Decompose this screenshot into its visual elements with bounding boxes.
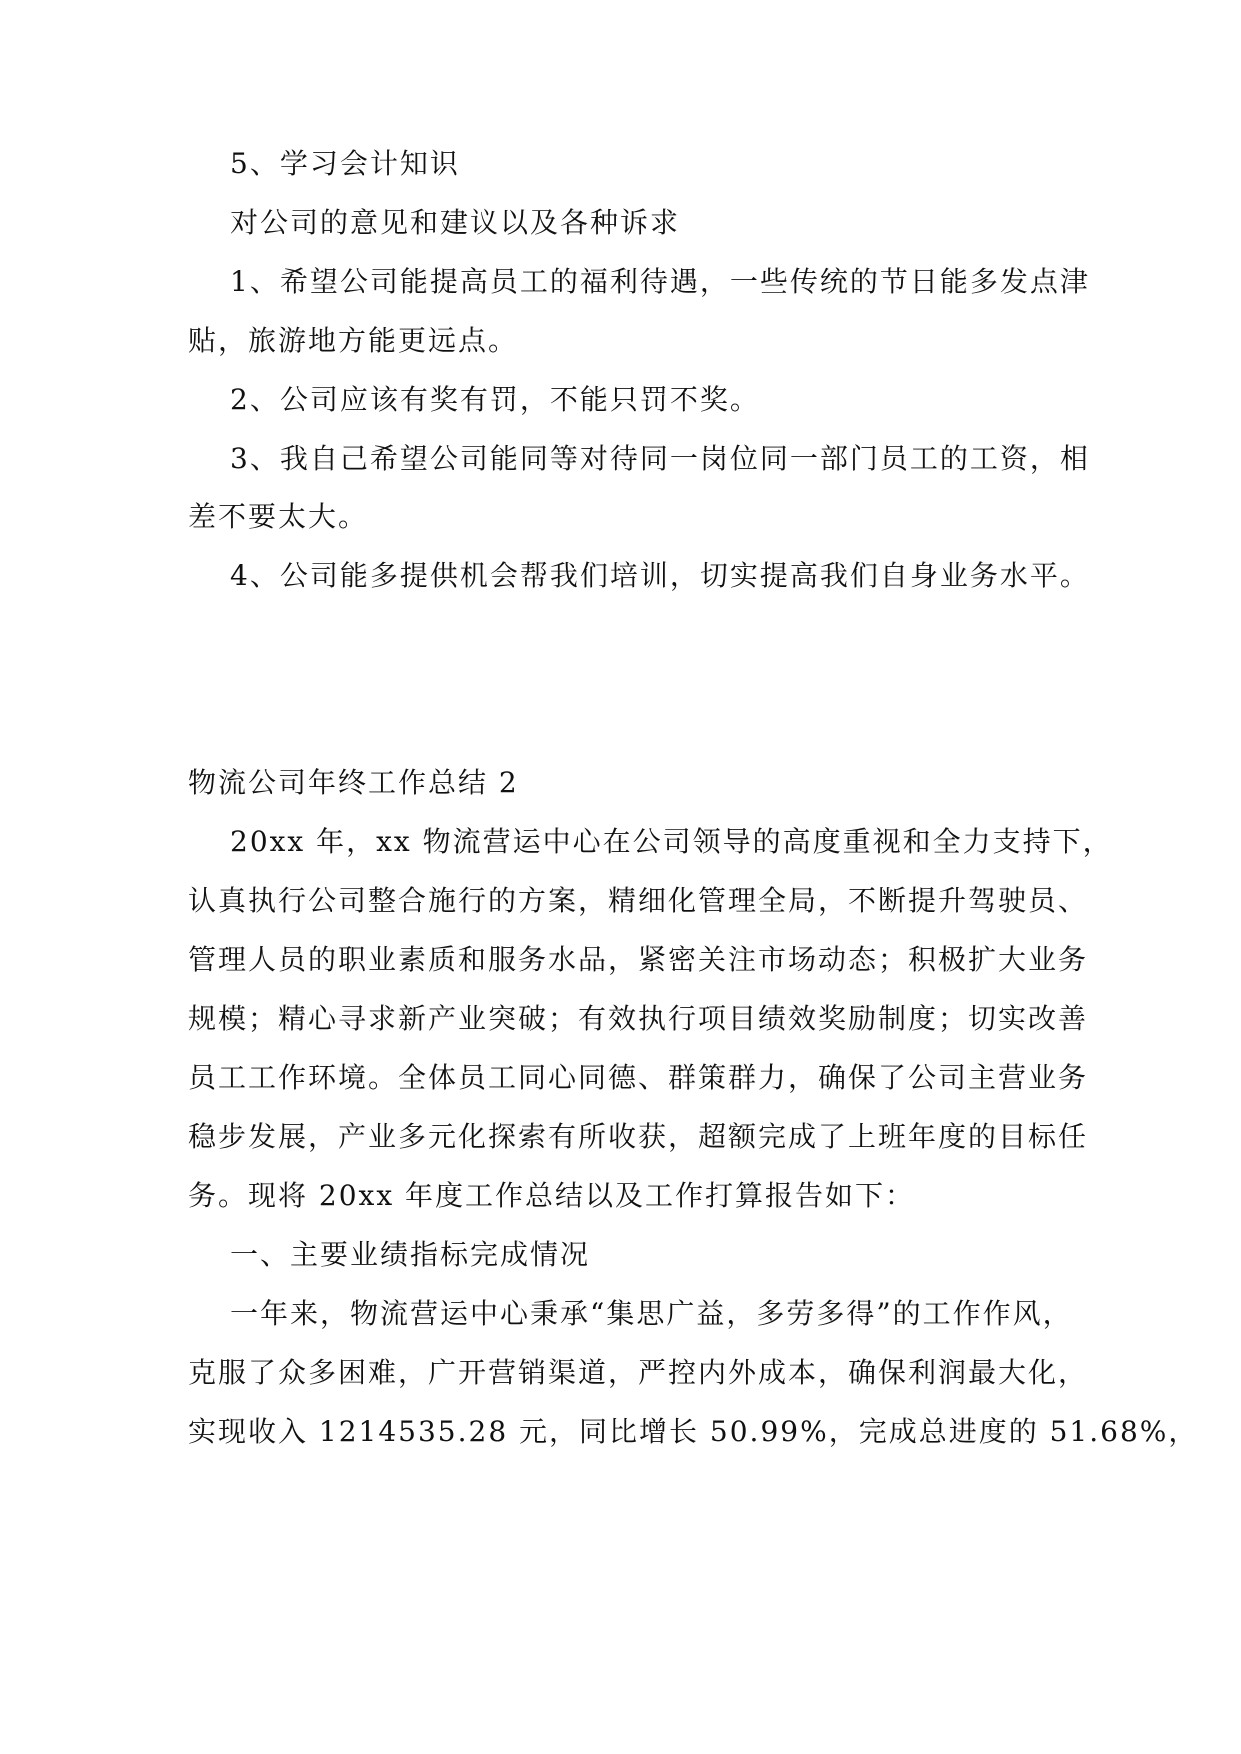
paragraph-1-line-5: 员工工作环境。全体员工同心同德、群策群力，确保了公司主营业务 — [188, 1061, 1089, 1094]
paragraph-2-line-2: 克服了众多困难，广开营销渠道，严控内外成本，确保利润最大化， — [188, 1356, 1089, 1389]
suggestion-1-line-1: 1、希望公司能提高员工的福利待遇，一些传统的节日能多发点津 — [230, 265, 1090, 298]
section-heading-suggestions: 对公司的意见和建议以及各种诉求 — [230, 206, 681, 239]
paragraph-1-line-3: 管理人员的职业素质和服务水品，紧密关注市场动态；积极扩大业务 — [188, 943, 1089, 976]
paragraph-1-line-7: 务。现将 20xx 年度工作总结以及工作打算报告如下： — [188, 1179, 916, 1212]
paragraph-1-line-6: 稳步发展，产业多元化探索有所收获，超额完成了上班年度的目标任 — [188, 1120, 1089, 1153]
section-title: 物流公司年终工作总结 2 — [188, 766, 519, 799]
paragraph-1-line-1: 20xx 年，xx 物流营运中心在公司领导的高度重视和全力支持下， — [230, 825, 1113, 858]
suggestion-2: 2、公司应该有奖有罚，不能只罚不奖。 — [230, 383, 760, 416]
suggestion-4: 4、公司能多提供机会帮我们培训，切实提高我们自身业务水平。 — [230, 559, 1090, 592]
suggestion-3-line-1: 3、我自己希望公司能同等对待同一岗位同一部门员工的工资，相 — [230, 442, 1090, 475]
suggestion-1-line-2: 贴，旅游地方能更远点。 — [188, 324, 519, 357]
suggestion-3-line-2: 差不要太大。 — [188, 500, 369, 533]
paragraph-1-line-2: 认真执行公司整合施行的方案，精细化管理全局，不断提升驾驶员、 — [188, 884, 1089, 917]
subheading-performance: 一、主要业绩指标完成情况 — [230, 1238, 591, 1271]
paragraph-2-line-3: 实现收入 1214535.28 元，同比增长 50.99%，完成总进度的 51.68%， — [188, 1415, 1199, 1448]
list-item-5: 5、学习会计知识 — [230, 147, 460, 180]
paragraph-2-line-1: 一年来，物流营运中心秉承“集思广益，多劳多得”的工作作风， — [230, 1297, 1073, 1330]
paragraph-1-line-4: 规模；精心寻求新产业突破；有效执行项目绩效奖励制度；切实改善 — [188, 1002, 1089, 1035]
